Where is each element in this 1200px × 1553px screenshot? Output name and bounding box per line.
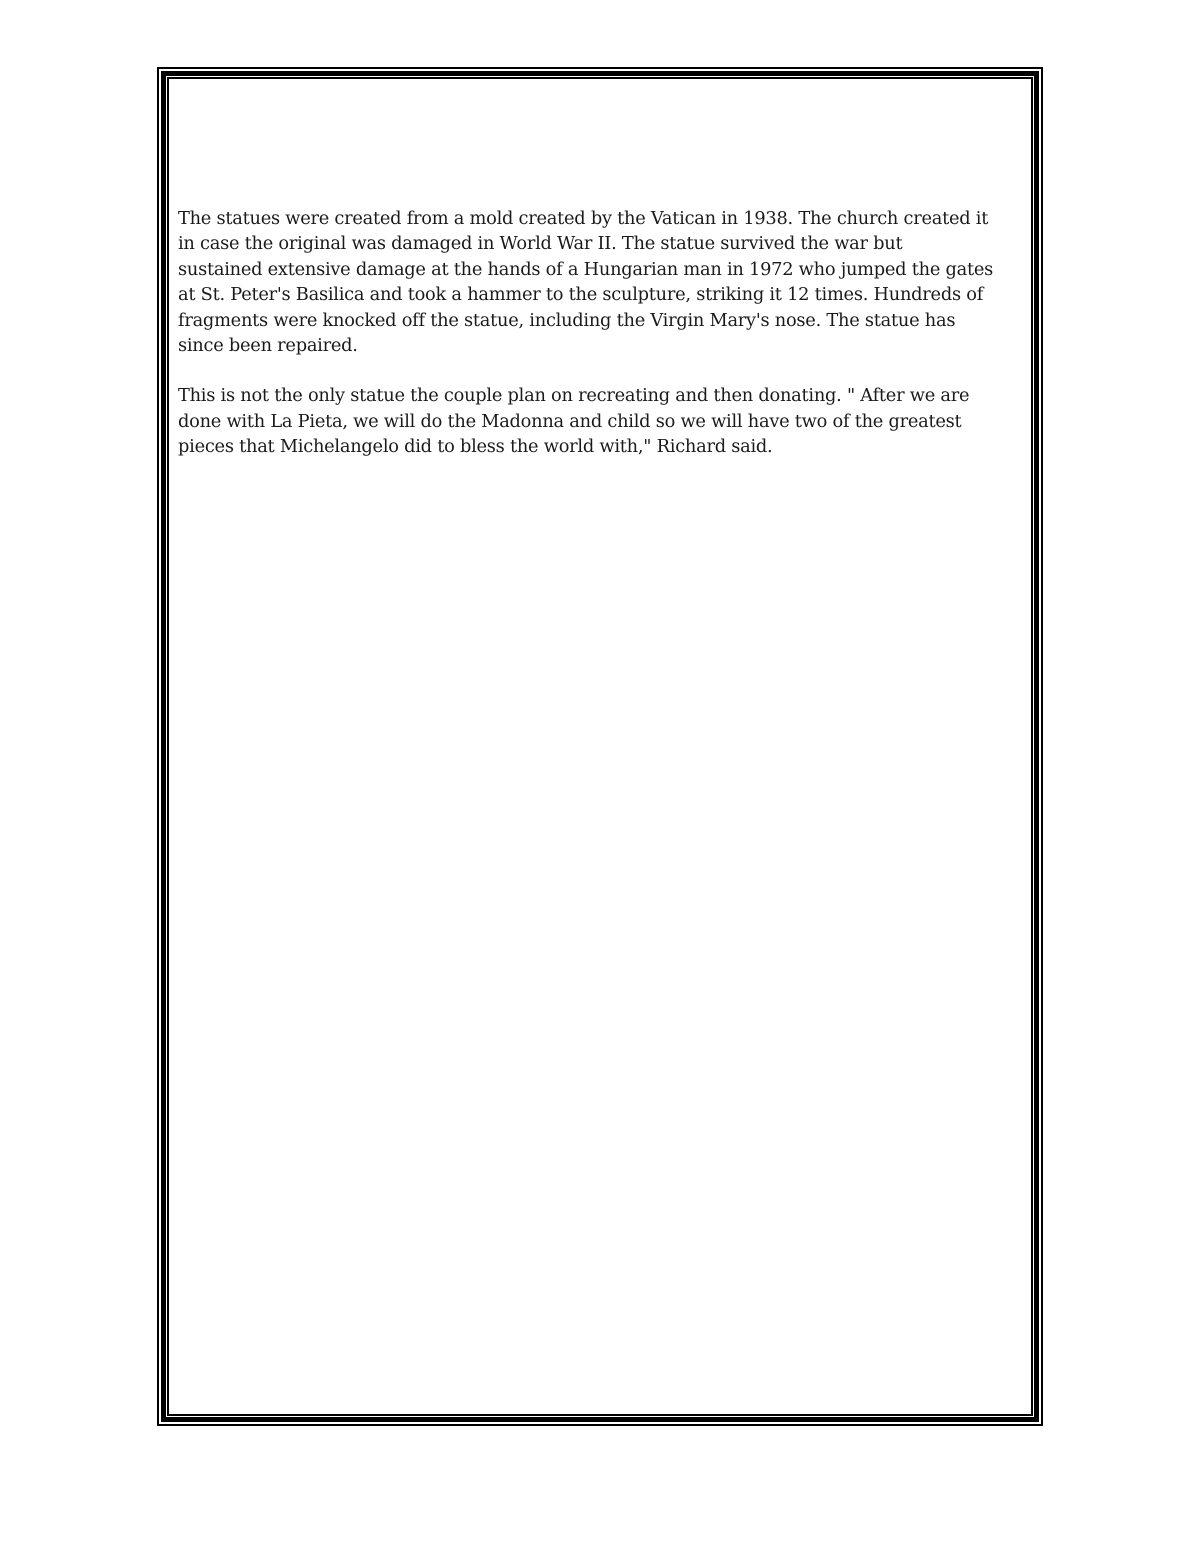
document-body	[178, 206, 1028, 485]
paragraph-future-plans: This is not the only statue the couple plan on recreating and then donating. " After we are done with La Pieta, we will do the Madonna and child so we will have two of the greatest pieces that Michelangelo did to bless the world with," Richard said.	[178, 385, 970, 458]
paragraph-statue-history: The statues were created from a mold created by the Vatican in 1938. The church created it in case the original was damaged in World War II. The statue survived the war but sustained extensive damage at the hands of a Hungarian man in 1972 who jumped the gates at St. Peter's Basilica and took a hammer to the sculpture, striking it 12 times. Hundreds of fragments were knocked off the statue, including the Virgin Mary's nose. The statue has since been repaired.	[178, 208, 994, 357]
